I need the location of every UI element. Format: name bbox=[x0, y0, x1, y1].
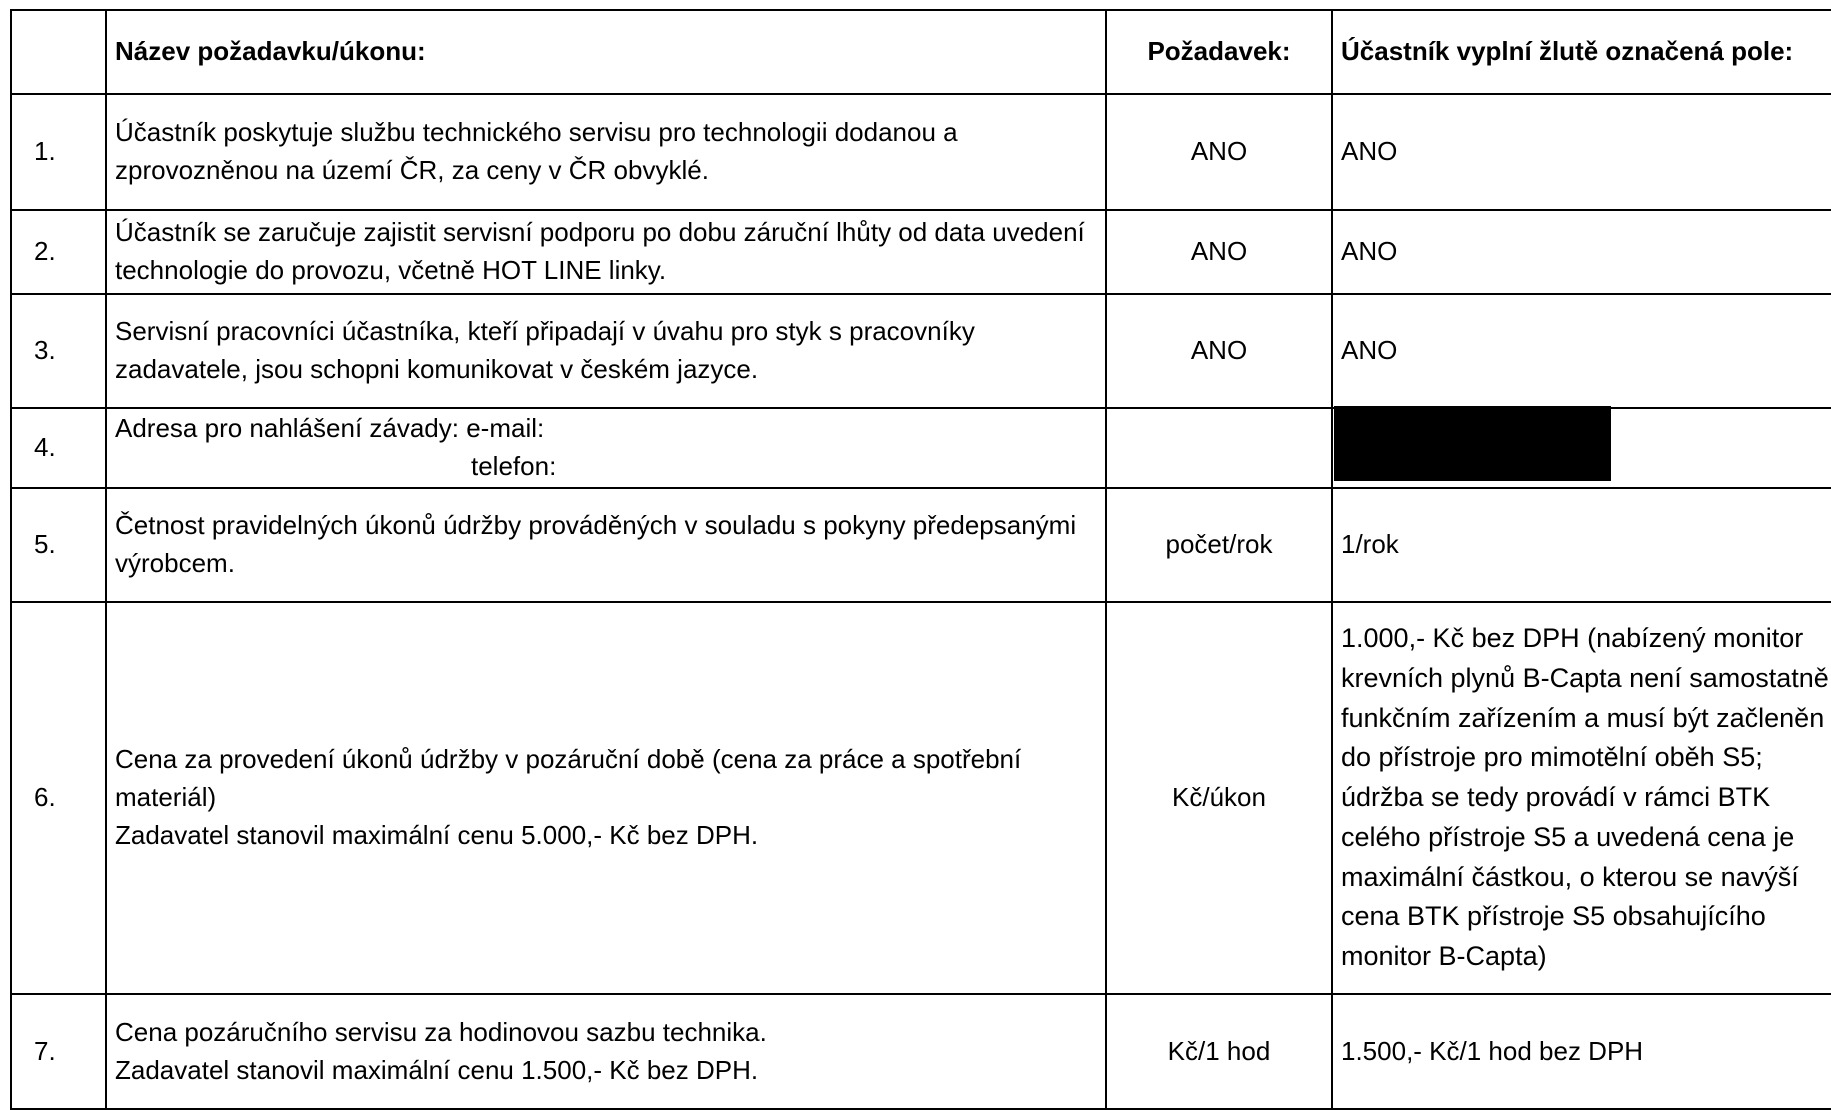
col-header-name: Název požadavku/úkonu: bbox=[106, 10, 1106, 94]
row-text: Servisní pracovníci účastníka, kteří připadají v úvahu pro styk s pracovníky zadavatele, jsou schopni komunikovat v českém jazyce. bbox=[106, 294, 1106, 408]
row-fill-value: ANO bbox=[1332, 94, 1831, 210]
row-requirement: Kč/1 hod bbox=[1106, 994, 1332, 1109]
row-text: Četnost pravidelných úkonů údržby prováděných v souladu s pokyny předepsanými výrobcem. bbox=[106, 488, 1106, 602]
table-row bbox=[11, 94, 1831, 210]
row-text bbox=[106, 994, 1106, 1109]
row-text-line: Cena za provedení úkonů údržby v pozáruční době (cena za práce a spotřební materiál) bbox=[115, 744, 1022, 813]
table-row bbox=[11, 994, 1831, 1109]
row-text-line: Zadavatel stanovil maximální cenu 5.000,- Kč bez DPH. bbox=[115, 819, 759, 850]
row-number: 2. bbox=[11, 210, 106, 294]
row-number: 4. bbox=[11, 408, 106, 488]
phone-label: telefon: bbox=[471, 451, 557, 481]
row-requirement: ANO bbox=[1106, 210, 1332, 294]
table-row bbox=[11, 602, 1831, 994]
row-text-line: Zadavatel stanovil maximální cenu 1.500,- Kč bez DPH. bbox=[115, 1054, 759, 1085]
row-fill-value: 1.000,- Kč bez DPH (nabízený monitor krevních plynů B-Capta není samostatně funkčním zařízením a musí být začleněn do přístroje pro mimotělní oběh S5; údržba se tedy provádí v rámci BTK celého přístroje S5 a uvedená cena je maximální částkou, o kterou se navýší cena BTK přístroje S5 obsahujícího monitor B-Capta) bbox=[1332, 602, 1831, 994]
row-text bbox=[106, 602, 1106, 994]
row-text-line: Cena pozáručního servisu za hodinovou sazbu technika. bbox=[115, 1016, 767, 1047]
row-text: Účastník se zaručuje zajistit servisní podporu po dobu záruční lhůty od data uvedení technologie do provozu, včetně HOT LINE linky. bbox=[106, 210, 1106, 294]
row-requirement: ANO bbox=[1106, 94, 1332, 210]
row-requirement: Kč/úkon bbox=[1106, 602, 1332, 994]
row-number: 5. bbox=[11, 488, 106, 602]
table-row bbox=[11, 294, 1831, 408]
redaction-block bbox=[1334, 406, 1611, 481]
col-header-fill: Účastník vyplní žlutě označená pole: bbox=[1332, 10, 1831, 94]
row-number: 3. bbox=[11, 294, 106, 408]
row-requirement: počet/rok bbox=[1106, 488, 1332, 602]
row-text: Účastník poskytuje službu technického servisu pro technologii dodanou a zprovozněnou na území ČR, za ceny v ČR obvyklé. bbox=[106, 94, 1106, 210]
col-header-requirement: Požadavek: bbox=[1106, 10, 1332, 94]
table-row bbox=[11, 488, 1831, 602]
row-number: 6. bbox=[11, 602, 106, 994]
requirements-table bbox=[10, 9, 1831, 1110]
row-fill-value: ANO bbox=[1332, 294, 1831, 408]
row-number: 1. bbox=[11, 94, 106, 210]
row-requirement bbox=[1106, 408, 1332, 488]
row-fill-value: 1/rok bbox=[1332, 488, 1831, 602]
col-header-number bbox=[11, 10, 106, 94]
row-fill-value: ANO bbox=[1332, 210, 1831, 294]
row-requirement: ANO bbox=[1106, 294, 1332, 408]
table-header-row bbox=[11, 10, 1831, 94]
email-label: Adresa pro nahlášení závady: e-mail: bbox=[115, 413, 545, 444]
table-row bbox=[11, 210, 1831, 294]
row-number: 7. bbox=[11, 994, 106, 1109]
row-fill-value: 1.500,- Kč/1 hod bez DPH bbox=[1332, 994, 1831, 1109]
row-text bbox=[106, 408, 1106, 488]
